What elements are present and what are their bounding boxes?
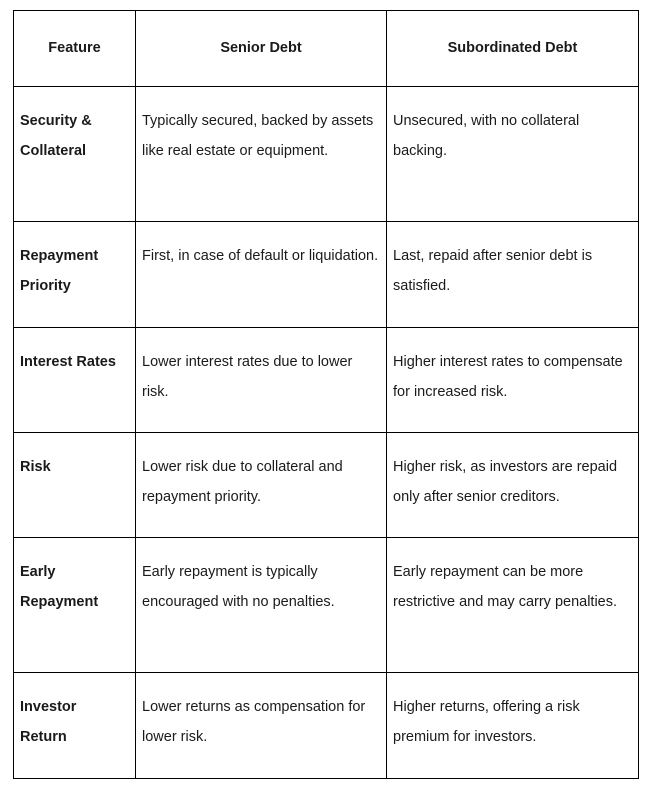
subordinated-debt-cell: Higher risk, as investors are repaid only after senior creditors. — [387, 433, 639, 538]
subordinated-debt-cell: Higher returns, offering a risk premium for investors. — [387, 673, 639, 779]
senior-debt-cell: Lower risk due to collateral and repayment priority. — [136, 433, 387, 538]
header-subordinated-debt: Subordinated Debt — [387, 11, 639, 87]
senior-debt-cell: First, in case of default or liquidation. — [136, 222, 387, 328]
table-header-row — [14, 11, 639, 87]
subordinated-debt-cell: Higher interest rates to compensate for increased risk. — [387, 328, 639, 433]
feature-cell: Interest Rates — [14, 328, 136, 433]
senior-debt-cell: Lower interest rates due to lower risk. — [136, 328, 387, 433]
header-feature: Feature — [14, 11, 136, 87]
senior-debt-cell: Typically secured, backed by assets like real estate or equipment. — [136, 87, 387, 222]
table-row — [14, 87, 639, 222]
feature-cell: Security & Collateral — [14, 87, 136, 222]
table-row — [14, 433, 639, 538]
feature-cell: Early Repayment — [14, 538, 136, 673]
comparison-table — [13, 10, 639, 779]
header-senior-debt: Senior Debt — [136, 11, 387, 87]
subordinated-debt-cell: Early repayment can be more restrictive and may carry penalties. — [387, 538, 639, 673]
feature-cell: Repayment Priority — [14, 222, 136, 328]
table-row — [14, 222, 639, 328]
table-row — [14, 673, 639, 779]
table-row — [14, 538, 639, 673]
subordinated-debt-cell: Unsecured, with no collateral backing. — [387, 87, 639, 222]
senior-debt-cell: Early repayment is typically encouraged with no penalties. — [136, 538, 387, 673]
subordinated-debt-cell: Last, repaid after senior debt is satisfied. — [387, 222, 639, 328]
table-row — [14, 328, 639, 433]
senior-debt-cell: Lower returns as compensation for lower risk. — [136, 673, 387, 779]
feature-cell: Investor Return — [14, 673, 136, 779]
feature-cell: Risk — [14, 433, 136, 538]
